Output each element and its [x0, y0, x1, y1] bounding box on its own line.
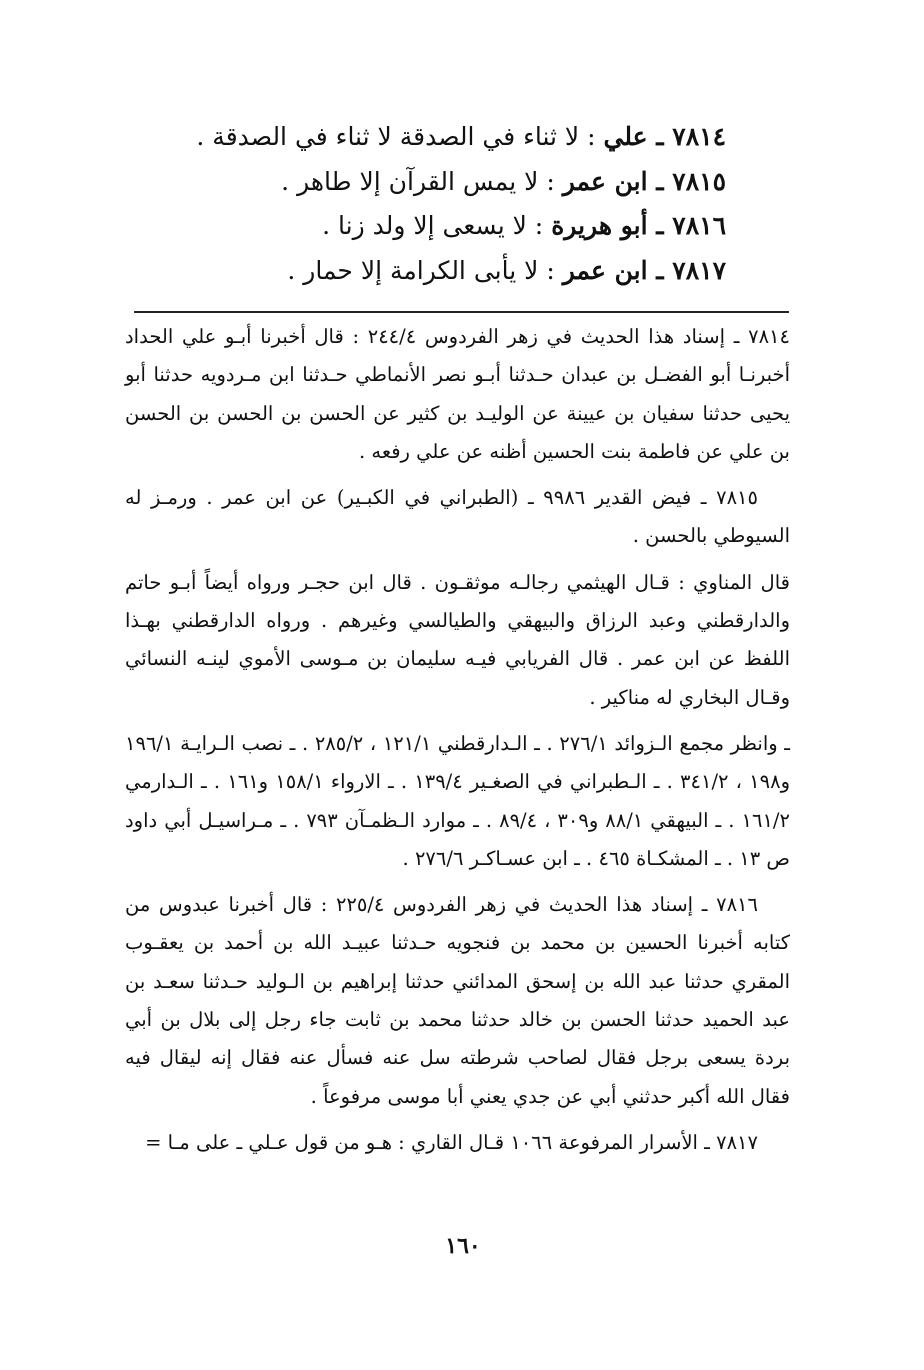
hadith-text: : لا يأبى الكرامة إلا حمار .	[287, 255, 555, 285]
footnote-7815: ٧٨١٥ ـ فيض القدير ٩٩٨٦ ـ (الطبراني في الكبـير) عن ابن عمر . ورمـز له السيوطي بالحسن .	[125, 486, 790, 548]
hadith-text: : لا ثناء في الصدقة لا ثناء في الصدقة .	[196, 122, 596, 151]
main-entry-7817: ٧٨١٧ ـ ابن عمر : لا يأبى الكرامة إلا حمار .	[287, 255, 726, 285]
main-entry-7815: ٧٨١٥ ـ ابن عمر : لا يمس القرآن إلا طاهر .	[281, 166, 726, 196]
footnotes	[125, 318, 790, 1170]
entry-number: ٧٨١٦	[672, 211, 726, 240]
narrator-name: علي	[603, 122, 648, 151]
main-entry-7814: ٧٨١٤ ـ علي : لا ثناء في الصدقة لا ثناء في الصدقة .	[196, 122, 726, 151]
footnote-manawi: قال المناوي : قـال الهيثمي رجالـه موثقـون . قال ابن حجـر ورواه أيضاً أبـو حاتم والدارقطني وعبد الرزاق والبيهقي والطيالسي وغيرهم . ورواه الدارقطني بهـذا اللفظ عن ابن عمر . قال الفريابي فيـه سليمان بن مـوسى الأموي لينـه النسائي وقـال البخاري له مناكير .	[125, 570, 790, 709]
footnote-7814: ٧٨١٤ ـ إسناد هذا الحديث في زهر الفردوس ٢٤٤/٤ : قال أخبرنا أبـو علي الحداد أخبرنـا أبو الفضـل بن عبدان حـدثنا أبـو نصر الأنماطي حـدثنا ابن مـردويه حدثنا أبو يحيى حدثنا سفيان بن عيينة عن الوليـد بن كثير عن الحسن بن الحسن بن الحسن بن علي عن فاطمة بنت الحسين أظنه عن علي رفعه .	[125, 325, 791, 463]
page-number: ١٦٠	[445, 1233, 481, 1259]
footnote-references: ـ وانظر مجمع الـزوائد ٢٧٦/١ . ـ الـدارقطني ١٢١/١ ، ٢٨٥/٢ . ـ نصب الـرايـة ١٩٦/١ و١٩٨ ، ٣٤١/٢ . ـ الـطبراني في الصغـير ١٣٩/٤ . ـ الارواء ١٥٨/١ و١٦١ . ـ الـدارمي ١٦١/٢ . ـ البيهقي ٨٨/١ و٣٠٩ ، ٨٩/٤ . ـ موارد الـظمـآن ٧٩٣ . ـ مـراسيـل أبي داود ص ١٣ . ـ المشكـاة ٤٦٥ . ـ ابن عسـاكـر ٢٧٦/٦ .	[125, 731, 790, 870]
narrator-name: ابن عمر	[562, 255, 648, 285]
entry-number: ٧٨١٥	[672, 166, 726, 196]
narrator-name: ابن عمر	[562, 166, 648, 196]
hadith-text: : لا يمس القرآن إلا طاهر .	[281, 166, 555, 196]
entry-number: ٧٨١٧	[672, 255, 726, 285]
main-entry-7816: ٧٨١٦ ـ أبو هريرة : لا يسعى إلا ولد زنا .	[322, 211, 726, 240]
narrator-name: أبو هريرة	[551, 211, 648, 240]
hadith-text: : لا يسعى إلا ولد زنا .	[322, 211, 544, 240]
footnote-7817: ٧٨١٧ ـ الأسرار المرفوعة ١٠٦٦ قـال القاري : هـو من قول عـلي ـ على مـا =	[145, 1130, 758, 1154]
main-text	[166, 115, 726, 293]
entry-number: ٧٨١٤	[672, 122, 726, 151]
footnote-7816: ٧٨١٦ ـ إسناد هذا الحديث في زهر الفردوس ٢٢٥/٤ : قال أخبرنا عبدوس من كتابه أخبرنا الحسين بن محمد بن فنجويه حـدثنا عبيـد الله بن أحمد بن يعقـوب المقري حدثنا عبد الله بن إسحق المدائني حدثنا إبراهيم بن الـوليد حـدثنا سعـد بن عبد الحميد حدثنا الحسن بن خالد حدثنا محمد بن ثابت جاء رجل إلى بلال بن أبي بردة يسعى برجل فقال لصاحب شرطته سل عنه فسأل عنه فقال إنه ليقال فيه فقال الله أكبر حدثني أبي عن جدي يعني أبا موسى مرفوعاً .	[125, 893, 790, 1108]
footnote-divider	[134, 311, 789, 313]
